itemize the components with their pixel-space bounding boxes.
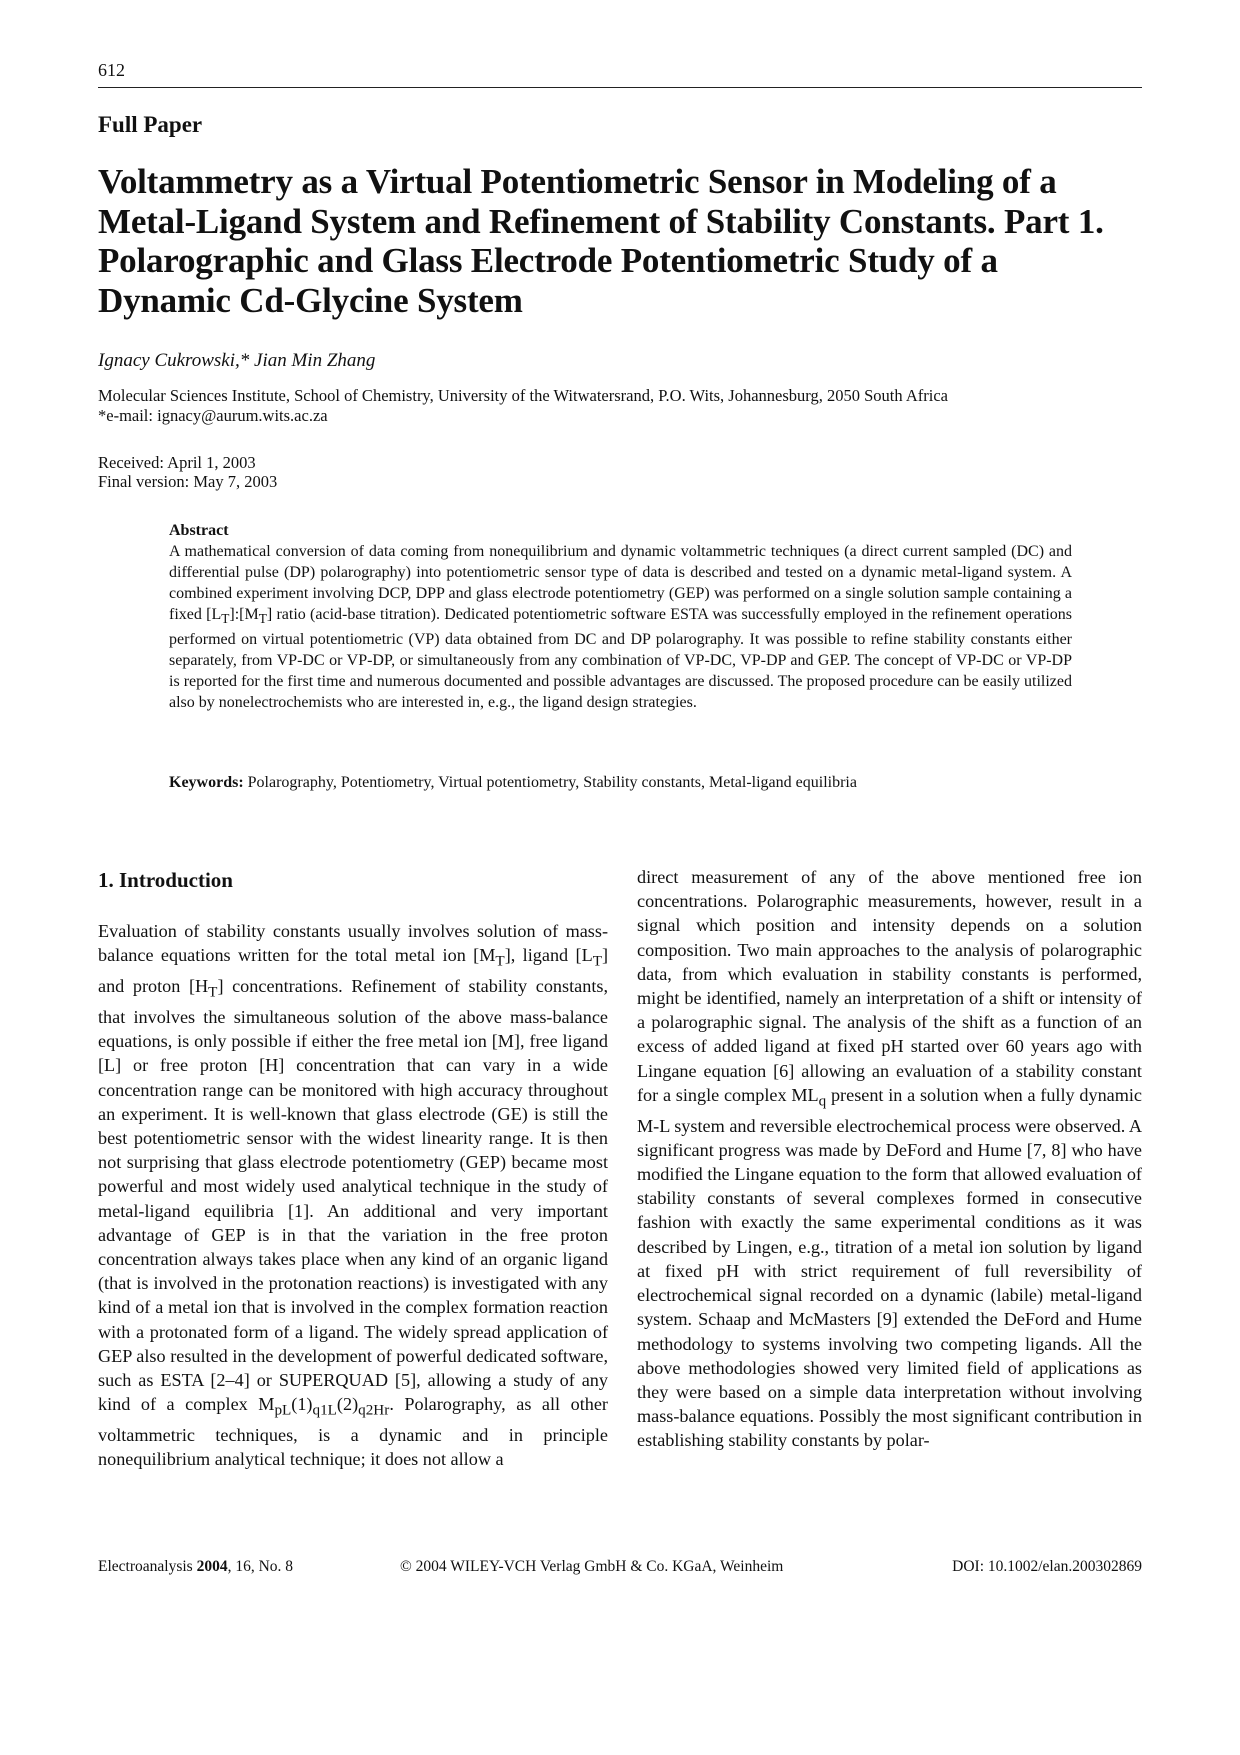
affiliation: Molecular Sciences Institute, School of Chemistry, University of the Witwatersrand, P.O. Wits, Johannesburg, 2050 South Africa [98, 386, 948, 405]
volume-issue: , 16, No. 8 [227, 1558, 294, 1575]
section-label: Full Paper [98, 112, 203, 137]
title-line: Dynamic Cd-Glycine System [98, 280, 523, 320]
journal-year: 2004 [196, 1558, 228, 1575]
authors: Ignacy Cukrowski,* Jian Min Zhang [98, 350, 376, 371]
abstract-heading: Abstract [169, 522, 229, 539]
abstract [169, 520, 1072, 713]
email: *e-mail: ignacy@aurum.wits.ac.za [98, 406, 328, 425]
title-line: Voltammetry as a Virtual Potentiometric Sensor in Modeling of a [98, 162, 1057, 201]
keywords-text: Polarography, Potentiometry, Virtual potentiometry, Stability constants, Metal-ligand equilibria [247, 774, 857, 791]
footer-journal [98, 1558, 293, 1576]
affiliation-block [98, 386, 1158, 426]
footer-doi: DOI: 10.1002/elan.200302869 [952, 1558, 1142, 1575]
footer-copyright: © 2004 WILEY-VCH Verlag GmbH & Co. KGaA, Weinheim [400, 1558, 784, 1575]
title-line: Polarographic and Glass Electrode Potentiometric Study of a [98, 241, 998, 280]
final-version-date: Final version: May 7, 2003 [98, 472, 278, 491]
keywords [169, 774, 1089, 792]
page-number: 612 [98, 60, 125, 80]
body-column-right: direct measurement of any of the above mentioned free ion concentrations. Polarographic measurements, however, result in a signal which position and intensity depends on a solution composition. Two main approaches to the analysis of polarographic data, from which evaluation in stability constants is performed, might be identified, namely an interpretation of a shift or intensity of a polarographic signal. The analysis of the shift as a function of an excess of added ligand at fixed pH started over 60 years ago with Lingane equation [6] allowing an evaluation of a stability constant for a single complex $ML_q$ present in a solution when a fully dynamic M-L system and reversible electrochemical process were observed. A significant progress was made by DeFord and Hume [7, 8] who have modified the Lingane equation to the form that allowed evaluation of stability constants of several complexes formed in consecutive fashion with exactly the same experimental conditions as it was described by Lingen, e.g., titration of a metal ion solution by ligand at fixed pH with strict requirement of full reversibility of electrochemical signal recorded on a dynamic (labile) metal-ligand system. Schaap and McMasters [9] extended the DeFord and Hume methodology to systems involving two competing ligands. All the above methodologies showed very limited field of applications as they were based on a simple data interpretation without involving mass-balance equations. Possibly the most significant contribution in establishing stability constants by polar- [637, 867, 1143, 1451]
article-title [98, 162, 1148, 320]
body-column-left: Evaluation of stability constants usually involves solution of mass-balance equations written for the total metal ion $[M_T]$, ligand $[L_T]$ and proton $[H_T]$ concentrations. Refinement of stability constants, that involves the simultaneous solution of the above mass-balance equations, is only possible if either the free metal ion [M], free ligand [L] or free proton [H] concentration that can vary in a wide concentration range can be monitored with high accuracy throughout an experiment. It is well-known that glass electrode (GE) is still the best potentiometric sensor with the widest linearity range. It is then not surprising that glass electrode potentiometry (GEP) became most powerful and most widely used analytical technique in the study of metal-ligand equilibria [1]. An additional and very important advantage of GEP is in that the variation in the free proton concentration always takes place when any kind of an organic ligand (that is involved in the protonation reactions) is investigated with any kind of a metal ion that is involved in the complex formation reaction with a protonated form of a ligand. The widely spread application of GEP also resulted in the development of powerful dedicated software, such as ESTA [2–4] or SUPERQUAD [5], allowing a study of any kind of a complex $M_{pL}(1)_{q1L}(2)_{q2Hr}$. Polarography, as all other voltammetric techniques, is a dynamic and in principle nonequilibrium analytical technique; it does not allow a [98, 921, 609, 1470]
keywords-label: Keywords: [169, 774, 244, 791]
dates-block [98, 453, 277, 491]
received-date: Received: April 1, 2003 [98, 453, 256, 472]
title-line: Metal-Ligand System and Refinement of Stability Constants. Part 1. [98, 201, 1104, 241]
header-rule [98, 87, 1142, 88]
section-heading: 1. Introduction [98, 868, 233, 892]
journal-name: Electroanalysis [98, 1558, 193, 1575]
abstract-text: A mathematical conversion of data coming from nonequilibrium and dynamic voltammetric techniques (a direct current sampled (DC) and differential pulse (DP) polarography) into potentiometric sensor type of data is described and tested on a dynamic metal-ligand system. A combined experiment involving DCP, DPP and glass electrode potentiometry (GEP) was performed on a single solution sample containing a fixed $[L_T]:[M_T]$ ratio (acid-base titration). Dedicated potentiometric software ESTA was successfully employed in the refinement operations performed on virtual potentiometric (VP) data obtained from DC and DP polarography. It was possible to refine stability constants either separately, from VP-DC or VP-DP, or simultaneously from any combination of VP-DC, VP-DP and GEP. The concept of VP-DC or VP-DP is reported for the first time and numerous documented and possible advantages are discussed. The proposed procedure can be easily utilized also by nonelectrochemists who are interested in, e.g., the ligand design strategies. [169, 543, 1072, 712]
